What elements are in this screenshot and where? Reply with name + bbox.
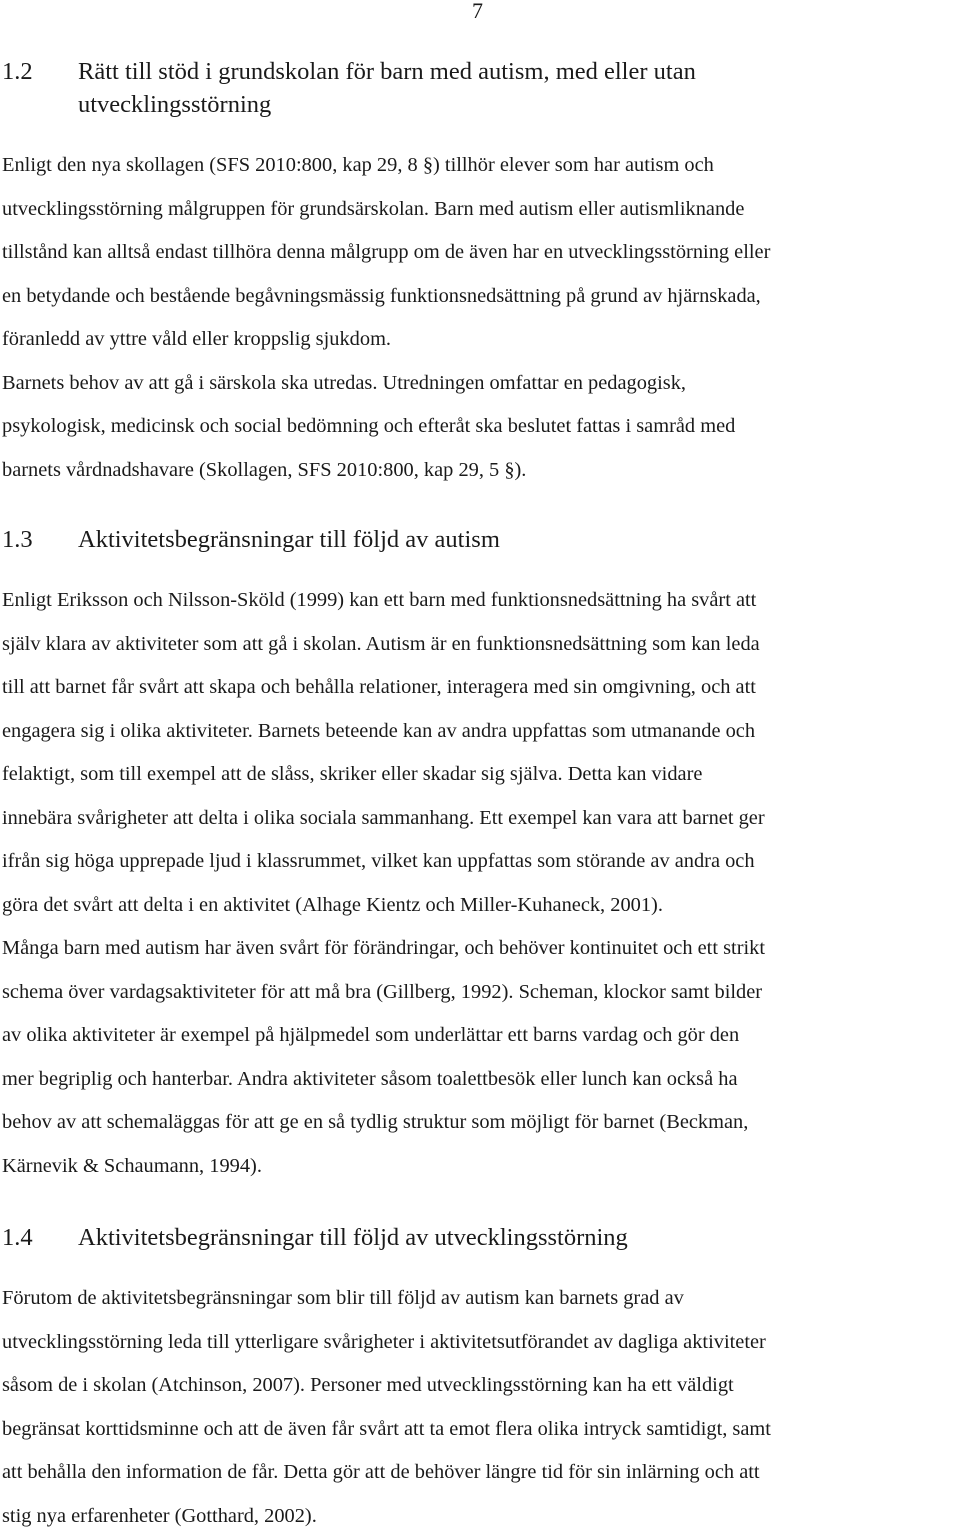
text-line: felaktigt, som till exempel att de slåss, skriker eller skadar sig själva. Detta kan vidare	[2, 753, 960, 797]
text-line: begränsat korttidsminne och att de även får svårt att ta emot flera olika intryck samtidigt, samt	[2, 1408, 960, 1452]
text-line: engagera sig i olika aktiviteter. Barnets beteende kan av andra uppfattas som utmanande och	[2, 710, 960, 754]
section-title	[2, 1221, 918, 1254]
title-line: Aktivitetsbegränsningar till följd av autism	[78, 523, 918, 556]
section-title	[2, 523, 918, 556]
text-line: själv klara av aktiviteter som att gå i skolan. Autism är en funktionsnedsättning som kan leda	[2, 623, 960, 667]
title-line: utvecklingsstörning	[78, 88, 918, 121]
section-heading-1-4	[2, 1221, 918, 1254]
text-line: såsom de i skolan (Atchinson, 2007). Personer med utvecklingsstörning kan ha ett väldigt	[2, 1364, 960, 1408]
title-line: Rätt till stöd i grundskolan för barn med autism, med eller utan	[78, 55, 918, 88]
text-line: Förutom de aktivitetsbegränsningar som blir till följd av autism kan barnets grad av	[2, 1277, 960, 1321]
text-line: till att barnet får svårt att skapa och behålla relationer, interagera med sin omgivning, och att	[2, 666, 960, 710]
body-paragraph	[2, 144, 960, 492]
body-paragraph	[2, 579, 960, 1188]
text-line: ifrån sig höga upprepade ljud i klassrummet, vilket kan uppfattas som störande av andra och	[2, 840, 960, 884]
text-line: Enligt den nya skollagen (SFS 2010:800, kap 29, 8 §) tillhör elever som har autism och	[2, 144, 960, 188]
section-heading-1-3	[2, 523, 918, 556]
text-line: schema över vardagsaktiviteter för att må bra (Gillberg, 1992). Scheman, klockor samt bilder	[2, 971, 960, 1015]
text-line: Kärnevik & Schaumann, 1994).	[2, 1145, 960, 1189]
text-line: barnets vårdnadshavare (Skollagen, SFS 2010:800, kap 29, 5 §).	[2, 449, 960, 493]
text-line: Enligt Eriksson och Nilsson-Sköld (1999) kan ett barn med funktionsnedsättning ha svårt att	[2, 579, 960, 623]
text-line: en betydande och bestående begåvningsmässig funktionsnedsättning på grund av hjärnskada,	[2, 275, 960, 319]
text-line: utvecklingsstörning målgruppen för grundsärskolan. Barn med autism eller autismliknande	[2, 188, 960, 232]
section-title	[2, 55, 918, 121]
text-line: göra det svårt att delta i en aktivitet (Alhage Kientz och Miller-Kuhaneck, 2001).	[2, 884, 960, 928]
title-line: Aktivitetsbegränsningar till följd av utvecklingsstörning	[78, 1221, 918, 1254]
text-line: innebära svårigheter att delta i olika sociala sammanhang. Ett exempel kan vara att barnet ger	[2, 797, 960, 841]
text-line: Barnets behov av att gå i särskola ska utredas. Utredningen omfattar en pedagogisk,	[2, 362, 960, 406]
text-line: Många barn med autism har även svårt för förändringar, och behöver kontinuitet och ett strikt	[2, 927, 960, 971]
text-line: psykologisk, medicinsk och social bedömning och efteråt ska beslutet fattas i samråd med	[2, 405, 960, 449]
section-heading-1-2	[2, 55, 918, 121]
text-line: mer begriplig och hanterbar. Andra aktiviteter såsom toalettbesök eller lunch kan också ha	[2, 1058, 960, 1102]
section-number: 1.3	[2, 523, 33, 556]
section-number: 1.2	[2, 55, 33, 88]
text-line: behov av att schemaläggas för att ge en så tydlig struktur som möjligt för barnet (Beckman,	[2, 1101, 960, 1145]
section-number: 1.4	[2, 1221, 33, 1254]
text-line: av olika aktiviteter är exempel på hjälpmedel som underlättar ett barns vardag och gör den	[2, 1014, 960, 1058]
text-line: utvecklingsstörning leda till ytterligare svårigheter i aktivitetsutförandet av dagliga aktiviteter	[2, 1321, 960, 1365]
text-line: att behålla den information de får. Detta gör att de behöver längre tid för sin inlärning och att	[2, 1451, 960, 1495]
text-line: tillstånd kan alltså endast tillhöra denna målgrupp om de även har en utvecklingsstörning eller	[2, 231, 960, 275]
page-number: 7	[472, 0, 483, 24]
text-line: föranledd av yttre våld eller kroppslig sjukdom.	[2, 318, 960, 362]
text-line: stig nya erfarenheter (Gotthard, 2002).	[2, 1495, 960, 1538]
body-paragraph	[2, 1277, 960, 1538]
